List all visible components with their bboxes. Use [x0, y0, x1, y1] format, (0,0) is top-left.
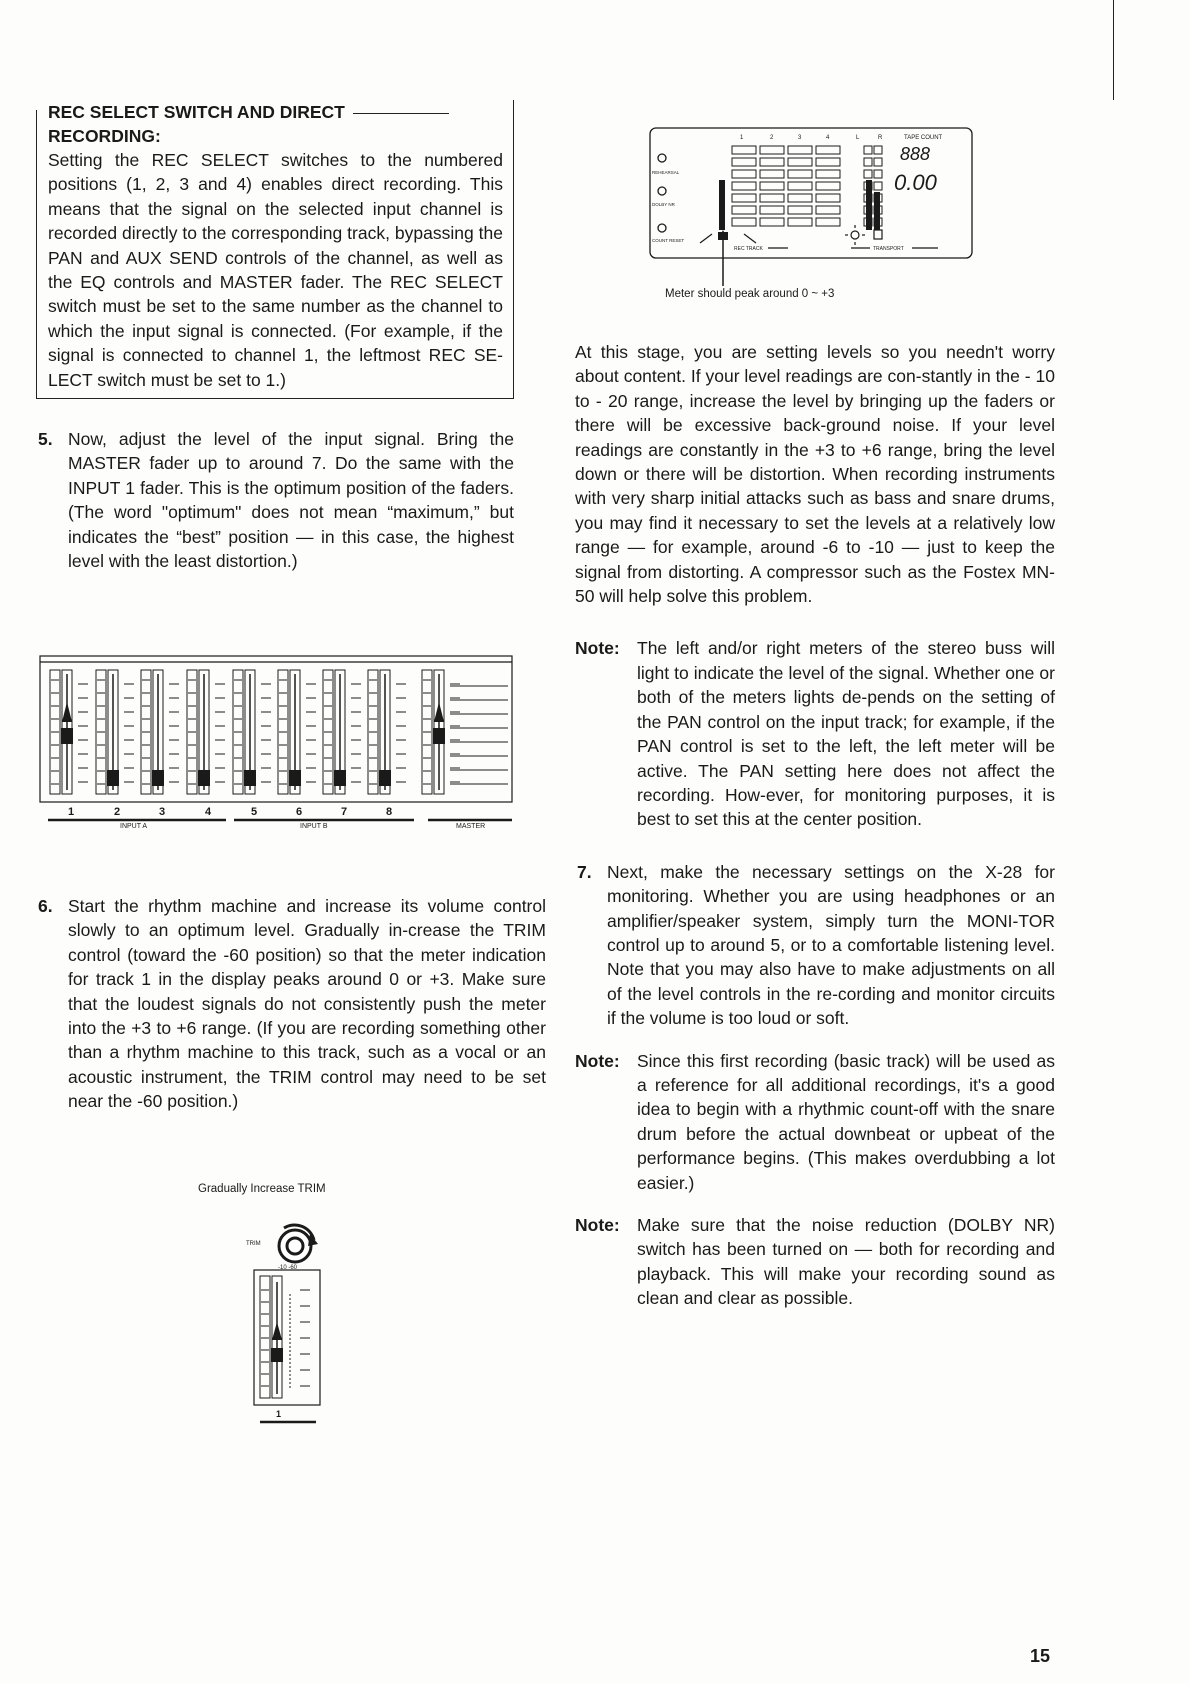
rec-select-box: [36, 100, 514, 399]
note-2-label: Note:: [575, 1050, 620, 1071]
trim-caption: Gradually Increase TRIM: [198, 1183, 326, 1195]
fader-strip: [96, 670, 134, 794]
stereo-right-peak-bar: [874, 192, 880, 230]
fader-strip: [233, 670, 271, 794]
step-5: [36, 427, 514, 573]
meter-row: [732, 182, 882, 190]
note-2: [575, 1049, 1055, 1195]
count-reset-indicator-icon: [658, 224, 666, 232]
stop-square-icon: [874, 230, 882, 239]
step-7-number: 7.: [577, 861, 592, 882]
channel-label-3: 3: [159, 806, 166, 818]
rec-box-body: Setting the REC SELECT switches to the numbered positions (1, 2, 3 and 4) enables direct recording. This means that the signal on the selected input channel is recorded directly to the corresponding track, bypassing the PAN and AUX SEND controls of the channel, as well as the EQ controls and MASTER fader. The REC SELECT switch must be set to the same number as the channel to which the input signal is connected. (For example, if the signal is connected to channel 1, the leftmost REC SE-LECT switch must be set to 1.): [48, 150, 503, 390]
meter-row: [732, 194, 882, 202]
track1-peak-bar: [719, 180, 725, 230]
dolby-nr-label: DOLBY NR: [652, 202, 675, 207]
channel-label-7: 7: [341, 806, 348, 818]
channel-label-8: 8: [386, 806, 393, 818]
fader-strip: [50, 670, 88, 794]
group-label-master: MASTER: [456, 823, 486, 830]
stereo-left-peak-bar: [866, 180, 872, 230]
page-number: 15: [1030, 1646, 1051, 1666]
right-paragraph: At this stage, you are setting levels so you needn't worry about content. If your level readings are con-stantly in the - 10 to - 20 range, increase the level by bringing up the faders or there will be excessive back-ground noise. If your level readings are constantly in the +3 to +6 range, bring the level down or there will be distortion. When recording instruments with very sharp initial attacks such as bass and snare drums, you may find it necessary to set the levels at a relatively low range — for example, around -6 to -10 — just to keep the signal from distorting. A compressor such as the Fostex MN-50 will help solve this problem.: [575, 342, 1055, 607]
meter-stereo-label-r: R: [878, 135, 883, 141]
trim-figure: [240, 1210, 350, 1435]
count-reset-label: COUNT RESET: [652, 238, 685, 243]
note-1-text: The left and/or right meters of the stereo buss will light to indicate the level of the signal. Whether one or both of the meters lights de-pends on the setting of the PAN control on the input track; for example, if the PAN control is set to the left, the left meter will be active. The PAN setting here does not affect the recording. How-ever, for monitoring purposes, it is best to set this at the center position.: [637, 638, 1055, 830]
trim-fader-strip: [260, 1276, 310, 1398]
meter-stereo-label-l: L: [856, 135, 860, 141]
note-3: [575, 1213, 1055, 1311]
dolby-nr-indicator-icon: [658, 187, 666, 195]
fader-strip: [323, 670, 361, 794]
rehearsal-indicator-icon: [658, 154, 666, 162]
rec-box-title: [48, 100, 503, 148]
rehearsal-label: REHEARSAL: [652, 170, 680, 175]
trim-channel-label: 1: [276, 1409, 282, 1419]
step-5-text: Now, adjust the level of the input signal. Bring the MASTER fader up to around 7. Do the same with the INPUT 1 fader. This is the optimum position of the faders. (The word "optimum" does not mean “maximum,” but indicates the “best” position — in this case, the highest level with the least distortion.): [68, 429, 514, 572]
meter-track-number-4: 4: [826, 135, 830, 141]
right-column: [575, 340, 1055, 1311]
meter-track-number-1: 1: [740, 135, 744, 141]
rec-box-title-line2: RECORDING:: [48, 126, 161, 146]
tape-counter-bottom: 0.00: [894, 170, 937, 195]
group-label-input-b: INPUT B: [300, 823, 328, 830]
trim-knob-scale: -10 -60: [278, 1265, 298, 1271]
meter-track-number-2: 2: [770, 135, 774, 141]
fader-figure: [38, 650, 516, 830]
note-1: [575, 636, 1055, 831]
meter-display-figure: [648, 118, 978, 298]
page-edge-line: [1113, 0, 1114, 100]
fader-strip: [278, 670, 316, 794]
channel-label-2: 2: [114, 806, 121, 818]
meter-row: [732, 170, 882, 178]
channel-label-5: 5: [251, 806, 258, 818]
play-sun-icon: [851, 231, 859, 239]
step-5-number: 5.: [38, 429, 53, 450]
rec-track-label: REC TRACK: [734, 246, 763, 252]
note-1-label: Note:: [575, 638, 620, 659]
meter-bars: [732, 146, 882, 226]
note-3-label: Note:: [575, 1215, 620, 1235]
channel-label-1: 1: [68, 806, 75, 818]
step-7: [575, 860, 1055, 1031]
meter-row: [732, 206, 882, 214]
tape-counter-top: 888: [900, 144, 931, 164]
fader-strip: [422, 670, 460, 794]
meter-track-number-3: 3: [798, 135, 802, 141]
channel-label-6: 6: [296, 806, 303, 818]
step-7-text: Next, make the necessary settings on the X-28 for monitoring. Whether you are using headphones or an amplifier/speaker system, simply turn the MONI-TOR control up to around 5, or to a comfortable listening level. Note that you may also have to make adjustments on all of the level controls in the re-cording and monitor circuits if the volume is too loud or soft.: [607, 861, 1055, 1029]
fader-strip: [368, 670, 406, 794]
transport-label: TRANSPORT: [873, 246, 904, 252]
fader-strip: [141, 670, 179, 794]
step-6-number: 6.: [38, 896, 53, 916]
fader-strips: [50, 670, 508, 794]
tape-count-label: TAPE COUNT: [904, 135, 943, 141]
rec-box-title-line1: REC SELECT SWITCH AND DIRECT: [48, 102, 345, 122]
master-level-marks: [450, 686, 508, 784]
note-2-text: Since this first recording (basic track) will be used as a reference for all additional recordings, it's a good idea to begin with a rhythmic count-off with the snare drum before the actual downbeat or upbeat of the performance begins. (This makes overdubbing a lot easier.): [637, 1050, 1055, 1193]
meter-row: [732, 218, 882, 226]
meter-caption: Meter should peak around 0 ~ +3: [665, 288, 835, 300]
group-label-input-a: INPUT A: [120, 823, 148, 830]
channel-label-4: 4: [205, 806, 212, 818]
fader-strip: [187, 670, 225, 794]
step-6: [36, 894, 546, 1114]
note-3-text: Make sure that the noise reduction (DOLBY NR) switch has been turned on — both for recording and playback. This will make your recording sound as clean and clear as possible.: [637, 1215, 1055, 1309]
trim-knob-label: TRIM: [246, 1241, 261, 1247]
trim-knob-icon: [279, 1225, 318, 1262]
step-6-text: Start the rhythm machine and increase its volume control slowly to an optimum level. Gradually in-crease the TRIM control (toward the -60 position) so that the meter indication for track 1 in the display peaks around 0 or +3. Make sure that the loudest signals do not consistently push the meter into the +3 to +6 range. (If you are recording something other than a rhythm machine to this track, such as a vocal or an acoustic instrument, the TRIM control may need to be set near the -60 position.): [68, 896, 546, 1112]
meter-row: [732, 146, 882, 154]
meter-row: [732, 158, 882, 166]
